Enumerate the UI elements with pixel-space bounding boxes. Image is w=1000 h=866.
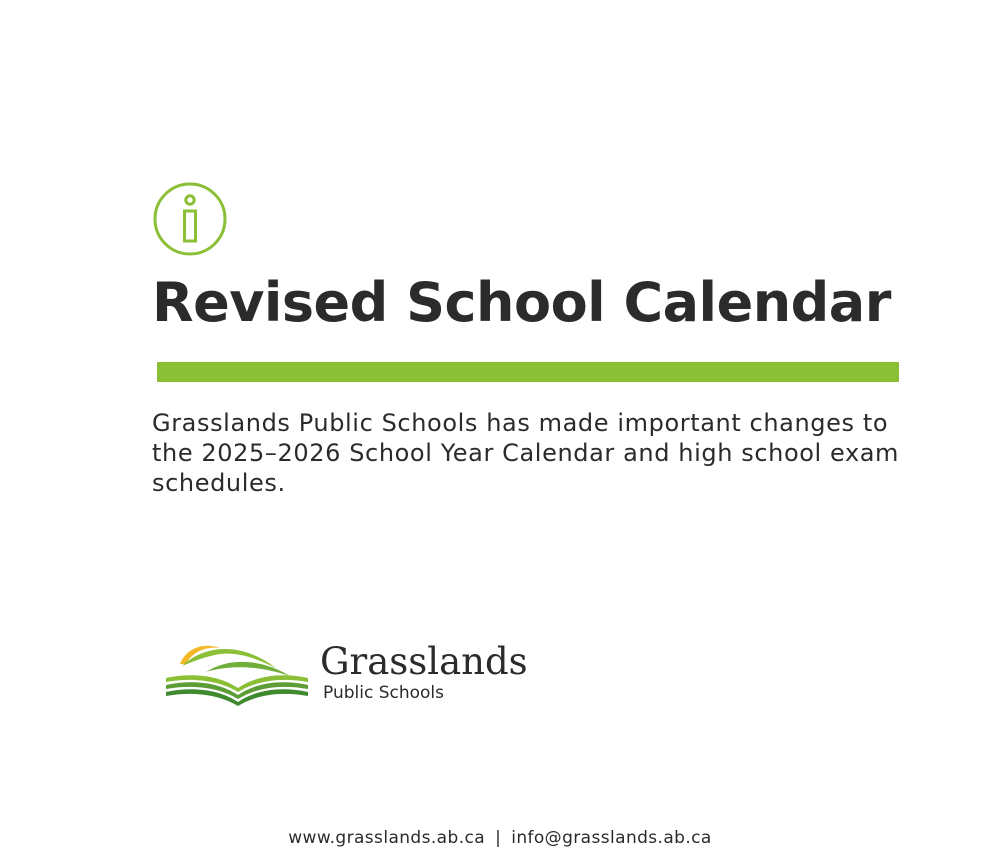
logo-name: Grasslands	[320, 640, 528, 683]
website-link[interactable]: www.grasslands.ab.ca	[288, 828, 486, 848]
footer-contact	[0, 826, 1000, 850]
page-title: Revised School Calendar	[152, 271, 891, 334]
grasslands-logo	[160, 636, 540, 708]
email-link[interactable]: info@grasslands.ab.ca	[511, 828, 712, 848]
logo-subtitle: Public Schools	[323, 683, 445, 703]
announcement-text: Grasslands Public Schools has made important changes to the 2025–2026 School Year Calendar and high school exam schedules.	[152, 409, 900, 497]
accent-divider	[157, 362, 899, 382]
info-icon	[152, 181, 228, 257]
footer-separator: |	[495, 828, 502, 848]
book-landscape-icon	[160, 636, 312, 706]
